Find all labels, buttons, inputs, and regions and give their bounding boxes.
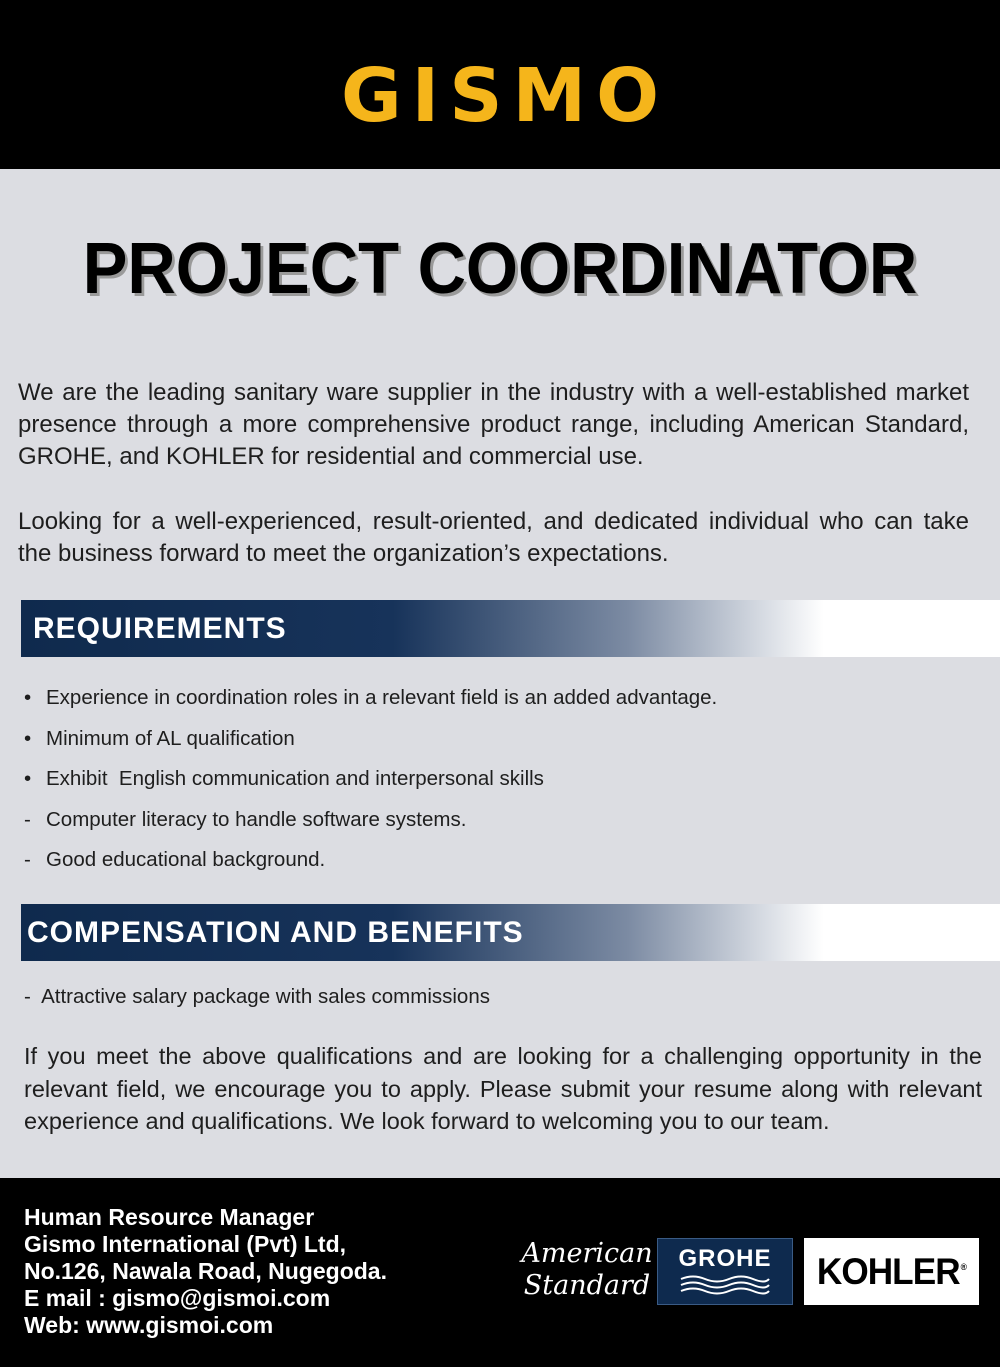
american-standard-line1: American: [521, 1238, 653, 1269]
contact-block: [24, 1204, 387, 1339]
contact-email[interactable]: E mail : gismo@gismoi.com: [24, 1285, 331, 1311]
job-title: PROJECT COORDINATOR: [82, 229, 918, 309]
bullet-marker: •: [24, 767, 32, 790]
bullet-marker: •: [24, 726, 32, 750]
kohler-logo: [804, 1238, 979, 1305]
wave-icon: [677, 1274, 773, 1296]
kohler-text: KOHLER: [816, 1250, 960, 1292]
requirement-text: Exhibit English communication and interpersonal skills: [46, 767, 544, 790]
benefit-item: - Attractive salary package with sales commissions: [24, 985, 490, 1008]
contact-title: Human Resource Manager: [24, 1204, 315, 1230]
list-item: [20, 759, 717, 800]
american-standard-logo: [518, 1238, 656, 1302]
intro-paragraph-1: We are the leading sanitary ware supplier in the industry with a well-established market presence through a more comprehensive product range, including American Standard, GROHE, and KOHLER for residential and commercial use.: [18, 379, 969, 470]
contact-company: Gismo International (Pvt) Ltd,: [24, 1231, 347, 1257]
requirement-text: Computer literacy to handle software systems.: [46, 807, 467, 831]
list-item: [20, 840, 717, 881]
requirement-text: Good educational background.: [46, 848, 326, 871]
requirements-heading: REQUIREMENTS: [21, 600, 1000, 657]
list-item: [20, 719, 717, 760]
benefits-heading: COMPENSATION AND BENEFITS: [21, 904, 1000, 961]
list-item: [20, 800, 717, 841]
dash-marker: -: [24, 807, 31, 831]
contact-website[interactable]: Web: www.gismoi.com: [24, 1312, 274, 1338]
grohe-logo: [657, 1238, 793, 1305]
kohler-wordmark: [817, 1251, 966, 1293]
list-item: [20, 678, 717, 719]
requirement-text: Experience in coordination roles in a relevant field is an added advantage.: [46, 686, 718, 709]
contact-address: No.126, Nawala Road, Nugegoda.: [24, 1258, 387, 1284]
header-banner: [0, 0, 1000, 169]
footer: [0, 1178, 1000, 1367]
requirement-text: Minimum of AL qualification: [46, 726, 295, 750]
bullet-marker: •: [24, 686, 32, 709]
grohe-wordmark: GROHE: [678, 1245, 772, 1272]
closing-paragraph: If you meet the above qualifications and are looking for a challenging opportunity in the relevant field, we encourage you to apply. Please submit your resume along with relevant experience and qualifications. We look forward to welcoming you to our team.: [24, 1043, 982, 1134]
dash-marker: -: [24, 848, 31, 871]
registered-mark: ®: [960, 1262, 967, 1273]
intro-paragraph-2: Looking for a well-experienced, result-oriented, and dedicated individual who can take the business forward to meet the organization’s expectations.: [18, 508, 969, 567]
gismo-logo: GISMO: [340, 52, 670, 139]
requirements-list: [20, 678, 717, 881]
american-standard-line2: Standard: [523, 1270, 651, 1301]
